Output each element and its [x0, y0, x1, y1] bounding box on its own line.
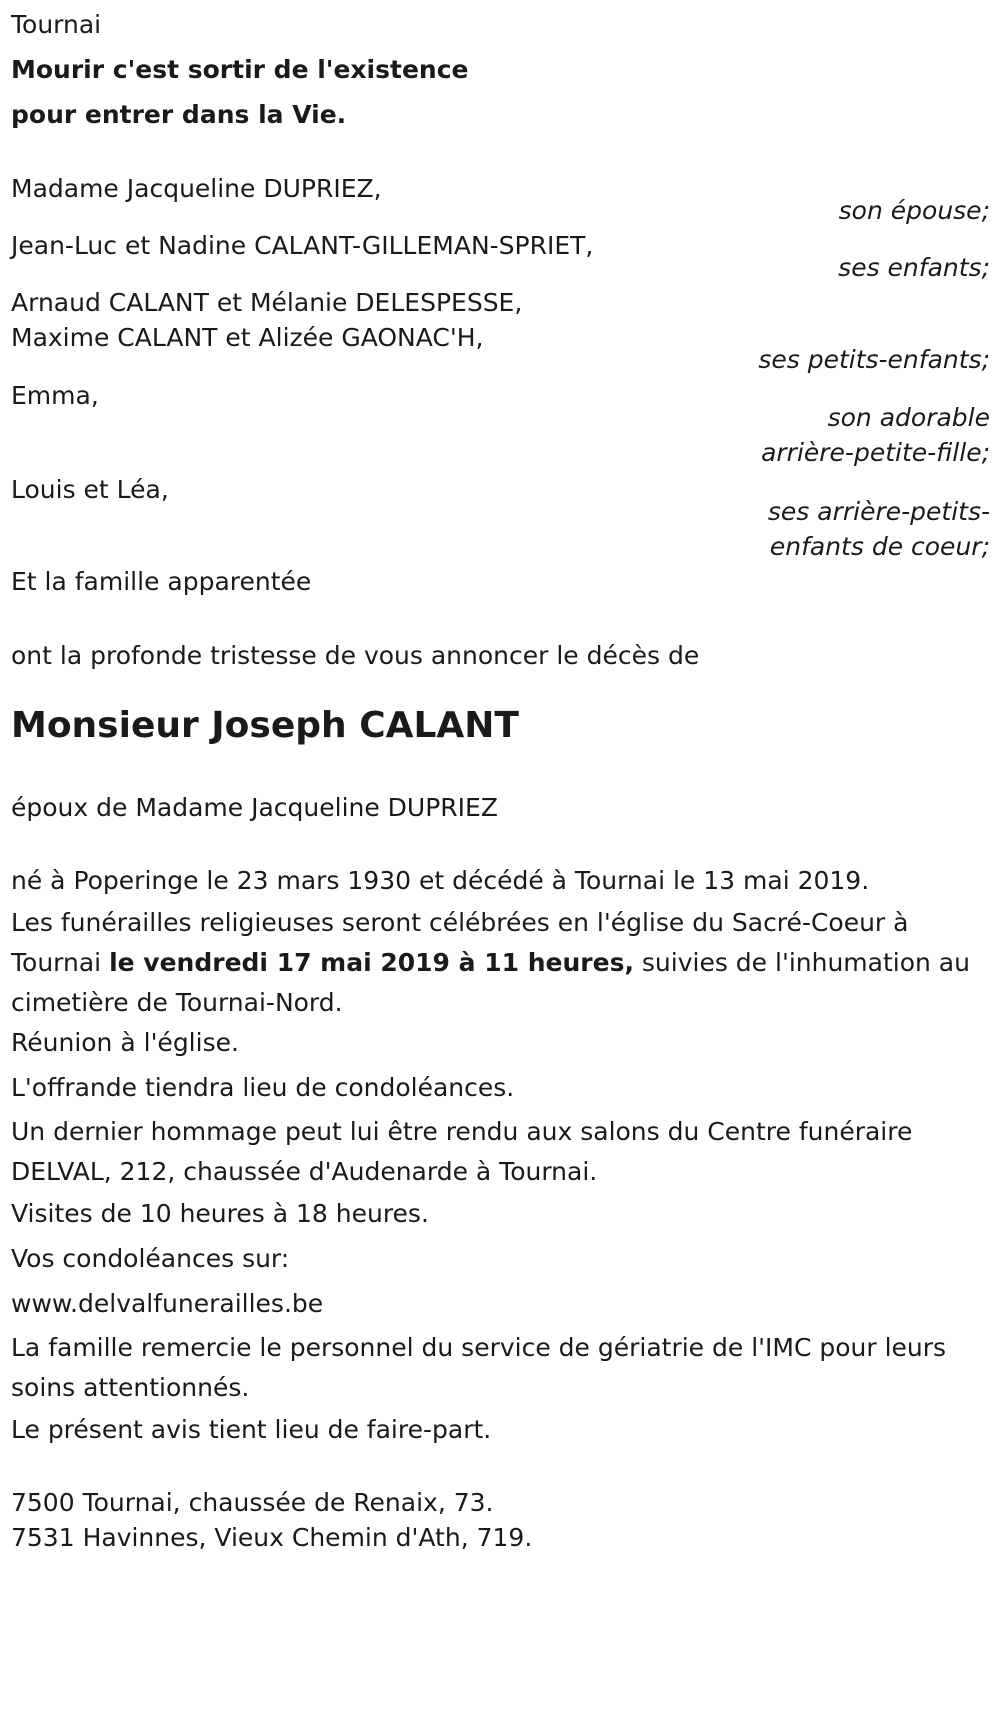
family-great-grandchild-relation-1: son adorable: [827, 403, 990, 432]
funeral-paragraph: [11, 903, 986, 1023]
extended-family: Et la famille apparentée: [11, 567, 312, 596]
city-heading: Tournai: [11, 10, 102, 39]
family-great-grandchild-relation-2: arrière-petite-fille;: [761, 438, 990, 467]
family-grandchildren-names-2: Maxime CALANT et Alizée GAONAC'H,: [11, 323, 484, 352]
funeral-text-1: Les funérailles religieuses seront célébrées en l'église du Sacré-Coeur à Tournai: [11, 908, 909, 977]
family-spouse-name: Madame Jacqueline DUPRIEZ,: [11, 174, 382, 203]
address-2: 7531 Havinnes, Vieux Chemin d'Ath, 719.: [11, 1523, 533, 1552]
family-heart-grandchildren-names: Louis et Léa,: [11, 475, 169, 504]
family-grandchildren-names-1: Arnaud CALANT et Mélanie DELESPESSE,: [11, 288, 523, 317]
family-heart-grandchildren-relation-1: ses arrière-petits-: [767, 497, 990, 526]
funeral-date-time: le vendredi 17 mai 2019 à 11 heures,: [109, 948, 634, 977]
website-link[interactable]: www.delvalfunerailles.be: [11, 1289, 324, 1318]
family-grandchildren-relation: ses petits-enfants;: [758, 345, 990, 374]
condoleances-label: Vos condoléances sur:: [11, 1244, 290, 1273]
family-heart-grandchildren-relation-2: enfants de coeur;: [769, 532, 990, 561]
visites-line: Visites de 10 heures à 18 heures.: [11, 1199, 429, 1228]
faire-part-line: Le présent avis tient lieu de faire-part.: [11, 1415, 492, 1444]
hommage-paragraph: Un dernier hommage peut lui être rendu aux salons du Centre funéraire DELVAL, 212, chaussée d'Audenarde à Tournai.: [11, 1117, 913, 1186]
announcement-text: ont la profonde tristesse de vous annoncer le décès de: [11, 641, 700, 670]
deceased-name: Monsieur Joseph CALANT: [11, 705, 519, 746]
family-spouse-relation: son épouse;: [838, 196, 990, 225]
remerciements-paragraph: La famille remercie le personnel du service de gériatrie de l'IMC pour leurs soins attentionnés.: [11, 1333, 947, 1402]
family-great-grandchild-name: Emma,: [11, 381, 99, 410]
offrande-line: L'offrande tiendra lieu de condoléances.: [11, 1073, 515, 1102]
address-1: 7500 Tournai, chaussée de Renaix, 73.: [11, 1488, 494, 1517]
family-children-relation: ses enfants;: [838, 253, 990, 282]
spouse-line: époux de Madame Jacqueline DUPRIEZ: [11, 793, 498, 822]
funeral-text-2: suivies de l'inhumation au cimetière de Tournai-Nord.: [11, 948, 970, 1017]
quote-line-2: pour entrer dans la Vie.: [11, 100, 347, 129]
family-children-names: Jean-Luc et Nadine CALANT-GILLEMAN-SPRIET,: [11, 231, 594, 260]
reunion-line: Réunion à l'église.: [11, 1028, 239, 1057]
quote-line-1: Mourir c'est sortir de l'existence: [11, 55, 469, 84]
birth-death-line: né à Poperinge le 23 mars 1930 et décédé à Tournai le 13 mai 2019.: [11, 866, 870, 895]
